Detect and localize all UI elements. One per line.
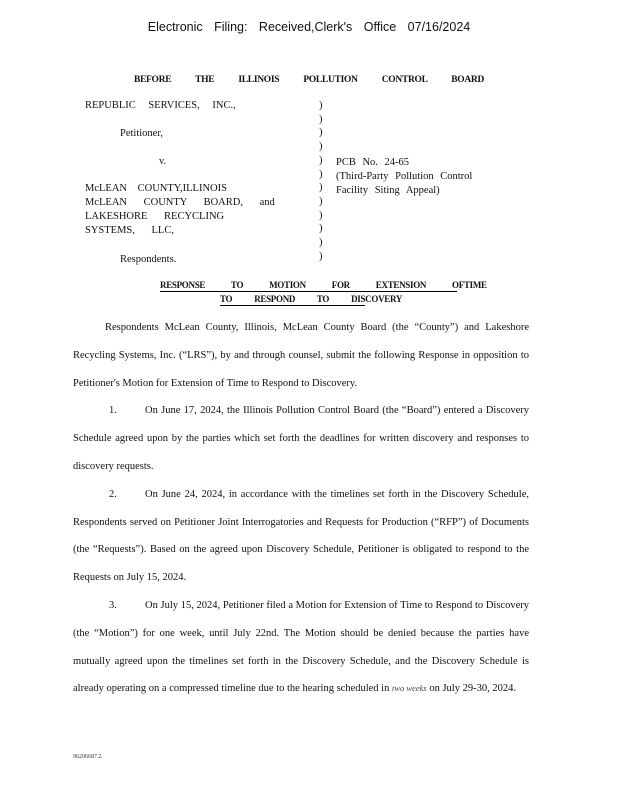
respondents-label: Respondents.	[120, 254, 177, 265]
case-number: PCB No. 24-65	[336, 157, 410, 168]
petitioner-name: REPUBLIC SERVICES, INC.,	[85, 100, 236, 111]
paragraph-1	[73, 397, 529, 480]
filing-stamp: Electronic Filing: Received,Clerk's Office 07/16/2024	[147, 20, 471, 34]
respondent-line-4: SYSTEMS, LLC,	[85, 225, 174, 236]
case-info	[336, 156, 472, 198]
respondent-line-2: McLEAN COUNTY BOARD, and	[85, 197, 275, 208]
paragraph-2-text: On June 24, 2024, in accordance with the timelines set forth in the Discovery Schedule, Respondents served on Petitioner Joint Interrogatories and Requests for Production (“RFP”) of Documents (the “Requests”). Based on the agreed upon Discovery Schedule, Petitioner is obligated to respond to the Requests on July 15, 2024.	[73, 488, 529, 584]
case-type-line-2: Facility Siting Appeal)	[336, 185, 440, 196]
paragraph-1-text: On June 17, 2024, the Illinois Pollution Control Board (the “Board”) entered a Discovery Schedule agreed upon by the parties which set forth the deadlines for written discovery and responses to discovery requests.	[73, 405, 529, 472]
document-title-line-2: TO RESPOND TO DISCOVERY	[220, 294, 403, 304]
caption-parenthesis-column: ) ) ) ) ) ) ) ) ) ) ) )	[319, 100, 323, 262]
paragraph-2-number: 2.	[109, 488, 117, 500]
paragraph-1-number: 1.	[109, 405, 117, 417]
respondent-line-1: McLEAN COUNTY,ILLINOIS	[85, 183, 227, 194]
document-id: 96206687.2	[73, 754, 102, 760]
tribunal-heading: BEFORE THE ILLINOIS POLLUTION CONTROL BOARD	[133, 75, 485, 85]
paragraph-2	[73, 481, 529, 592]
document-body	[73, 314, 529, 703]
paragraph-3-italic: two weeks	[391, 683, 427, 694]
case-type-line-1: (Third-Party Pollution Control	[336, 171, 473, 182]
paragraph-3-text: On July 15, 2024, Petitioner filed a Motion for Extension of Time to Respond to Discovery (the “Motion”) for one week, until July 22nd. The Motion should be denied because the parties have mutually agreed upon the timelines set forth in the Discovery Schedule, and the Discovery Schedule is already operating on a compressed timeline due to the hearing scheduled in	[73, 599, 529, 695]
paragraph-3-tail: on July 29-30, 2024.	[429, 683, 516, 695]
versus-label: v.	[159, 156, 167, 167]
intro-paragraph: Respondents McLean County, Illinois, McLean County Board (the “County”) and Lakeshore Recycling Systems, Inc. (“LRS”), by and through counsel, submit the following Response in opposition to Petitioner's Motion for Extension of Time to Respond to Discovery.	[73, 322, 529, 389]
respondent-line-3: LAKESHORE RECYCLING	[85, 211, 225, 222]
paragraph-3-number: 3.	[109, 599, 117, 611]
paragraph-3	[73, 592, 529, 703]
petitioner-label: Petitioner,	[120, 128, 164, 139]
document-title-line-1: RESPONSE TO MOTION FOR EXTENSION OFTIME	[160, 280, 487, 290]
